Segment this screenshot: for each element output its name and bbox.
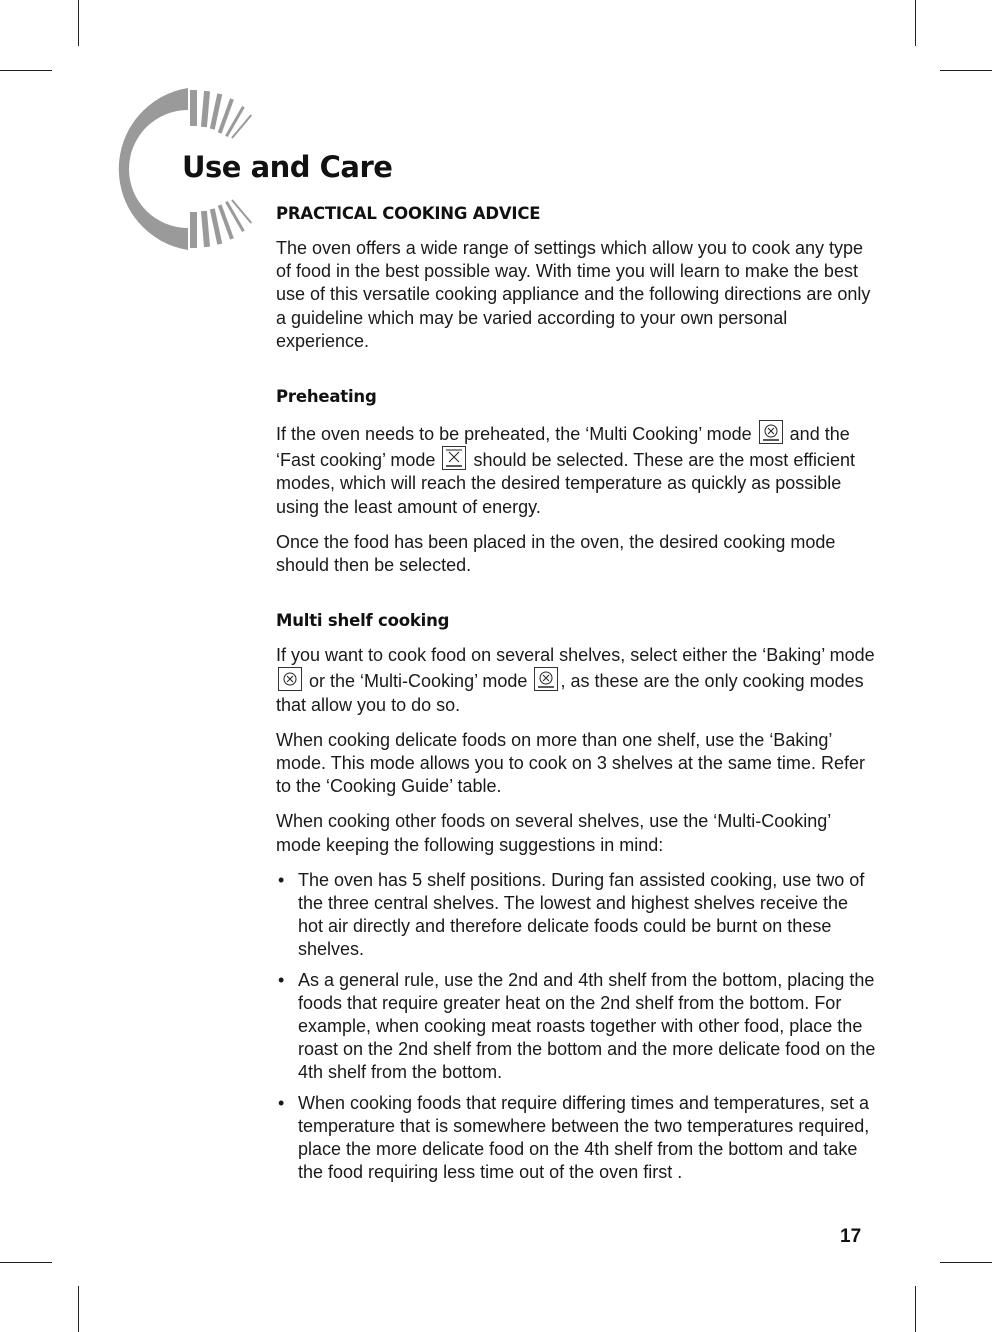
suggestions-list [276, 869, 876, 1185]
crop-mark [0, 70, 52, 71]
crop-mark [0, 1262, 52, 1263]
section-heading-preheating: Preheating [276, 387, 377, 407]
text-fragment: and the ‘Fast cooking’ mode [276, 424, 850, 471]
list-item: • As a general rule, use the 2nd and 4th shelf from the bottom, placing the foods that require greater heat on the 2nd shelf from the bottom. For example, when cooking meat roasts together with other food, place the roast on the 2nd shelf from the bottom and the more delicate food on the 4th shelf from the bottom. [276, 969, 876, 1085]
text-fragment: If you want to cook food on several shelves, select either the ‘Baking’ mode [276, 645, 875, 666]
baking-mode-icon [278, 667, 302, 691]
paragraph-multishelf-2: When cooking delicate foods on more than one shelf, use the ‘Baking’ mode. This mode allows you to cook on 3 shelves at the same time. Refer to the ‘Cooking Guide’ table. [276, 729, 865, 797]
section-heading-multi-shelf-cooking: Multi shelf cooking [276, 611, 450, 631]
crop-mark [915, 0, 916, 46]
multi-cooking-mode-icon [759, 420, 783, 444]
list-item: • When cooking foods that require differing times and temperatures, set a temperature that is somewhere between the two temperatures required, place the more delicate food on the 4th shelf from the bottom and take the food requiring less time out of the oven first . [276, 1092, 876, 1185]
paragraph-multishelf-3: When cooking other foods on several shelves, use the ‘Multi-Cooking’ mode keeping the following suggestions in mind: [276, 811, 831, 855]
multi-cooking-mode-icon [534, 667, 558, 691]
crop-mark [78, 1286, 79, 1332]
paragraph-multishelf-1 [276, 644, 876, 717]
page-number: 17 [840, 1226, 862, 1247]
paragraph-preheating-1 [276, 420, 876, 519]
fast-cooking-mode-icon [442, 446, 466, 470]
section-heading-practical-cooking-advice: PRACTICAL COOKING ADVICE [276, 204, 541, 223]
crop-mark [78, 0, 79, 46]
paragraph-preheating-2: Once the food has been placed in the oven, the desired cooking mode should then be selected. [276, 531, 836, 576]
page-title: Use and Care [182, 150, 393, 184]
crop-mark [915, 1286, 916, 1332]
list-item: • The oven has 5 shelf positions. During fan assisted cooking, use two of the three central shelves. The lowest and highest shelves receive the hot air directly and therefore delicate foods could be burnt on these shelves. [276, 869, 876, 962]
content-column [276, 204, 876, 1185]
crop-mark [940, 70, 992, 71]
text-fragment: If the oven needs to be preheated, the ‘Multi Cooking’ mode [276, 424, 752, 445]
text-fragment: or the ‘Multi-Cooking’ mode [309, 671, 528, 692]
text-fragment: , as these are the only cooking modes that allow you to do so. [276, 671, 864, 715]
paragraph-intro: The oven offers a wide range of settings which allow you to cook any type of food in the best possible way. With time you will learn to make the best use of this versatile cooking appliance and the following directions are only a guideline which may be varied according to your own personal experience. [276, 238, 871, 351]
crop-mark [940, 1262, 992, 1263]
text-fragment: should be selected. These are the most efficient modes, which will reach the desired temperature as quickly as possible using the least amount of energy. [276, 450, 856, 517]
